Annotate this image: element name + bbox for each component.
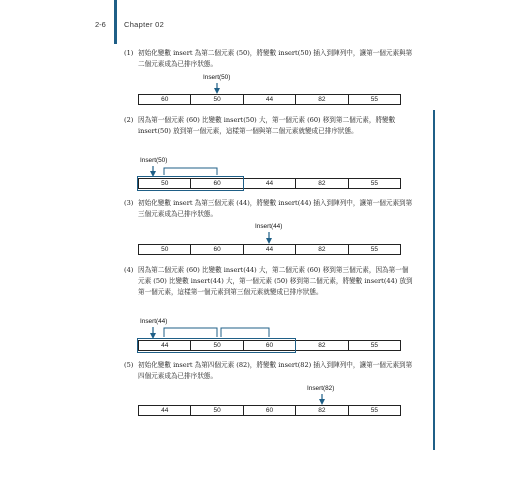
array-cell: 55 <box>348 245 400 254</box>
chapter-accent-bar <box>114 0 117 44</box>
insert-label: Insert(44) <box>255 223 283 230</box>
step-number: (2) <box>124 116 134 124</box>
array-cell: 60 <box>243 341 295 350</box>
array-cell: 82 <box>295 95 347 104</box>
page-header <box>0 0 520 44</box>
page-number: 2-6 <box>95 20 106 29</box>
step-2-text <box>124 115 414 137</box>
step-3-text <box>124 198 414 220</box>
shift-arrow-icon <box>221 328 269 337</box>
insert-label: Insert(44) <box>140 318 168 325</box>
array-step-4 <box>138 340 401 351</box>
array-cell: 55 <box>348 179 400 188</box>
array-cell: 82 <box>295 179 347 188</box>
array-step-5 <box>138 405 401 416</box>
step-description: 因為第二個元素 (60) 比變數 insert(44) 大，第二個元素 (60) 移到第三個元素，因為第一個元素 (50) 比變數 insert(44) 大，第一個元素 (50) 移到第二個元素，將變數 insert(44) 放到第一個元素，這樣第一個元素到第三個元素就變成已排序狀態。 <box>138 266 413 296</box>
array-cell: 60 <box>243 406 295 415</box>
step-description: 初始化變數 insert 為第二個元素 (50)，將變數 insert(50) 插入到陣列中，讓第一個元素與第二個元素成為已排序狀態。 <box>138 49 413 68</box>
array-step-3 <box>138 244 401 255</box>
step-description: 初始化變數 insert 為第四個元素 (82)，將變數 insert(82) 插入到陣列中，讓第一個元素到第四個元素成為已排序狀態。 <box>138 361 413 380</box>
step-description: 初始化變數 insert 為第三個元素 (44)，將變數 insert(44) 插入到陣列中，讓第一個元素到第三個元素成為已排序狀態。 <box>138 199 413 218</box>
shift-arrow-icon <box>164 168 217 175</box>
step-description: 因為第一個元素 (60) 比變數 insert(50) 大，第一個元素 (60) 移到第二個元素，將變數 insert(50) 放到第一個元素，這樣第一個與第二個元素就變成已排序狀態。 <box>138 116 396 135</box>
array-cell: 82 <box>295 341 347 350</box>
chapter-label: Chapter 02 <box>124 20 165 29</box>
insert-label: Insert(82) <box>307 385 335 392</box>
step-1-text <box>124 48 414 70</box>
array-cell: 50 <box>190 406 242 415</box>
array-cell: 44 <box>243 245 295 254</box>
array-step-1 <box>138 94 401 105</box>
array-cell: 44 <box>161 407 169 414</box>
array-cell: 60 <box>161 96 169 103</box>
step-number: (4) <box>124 266 134 274</box>
step-4-text <box>124 265 414 298</box>
insert-label: Insert(50) <box>203 74 231 81</box>
insert-label: Insert(50) <box>140 157 168 164</box>
array-step-2 <box>138 178 401 189</box>
array-cell: 50 <box>190 95 242 104</box>
array-cell: 50 <box>161 180 169 187</box>
right-margin-rule <box>433 110 435 450</box>
array-cell: 44 <box>243 179 295 188</box>
array-cell: 82 <box>295 406 347 415</box>
array-cell: 50 <box>190 341 242 350</box>
array-cell: 60 <box>190 179 242 188</box>
step-5-text <box>124 360 414 382</box>
array-cell: 55 <box>348 341 400 350</box>
array-cell: 50 <box>161 246 169 253</box>
step-number: (5) <box>124 361 134 369</box>
array-cell: 44 <box>243 95 295 104</box>
step-number: (3) <box>124 199 134 207</box>
array-cell: 55 <box>348 406 400 415</box>
step-number: (1) <box>124 49 134 57</box>
array-cell: 60 <box>190 245 242 254</box>
shift-arrow-icon <box>164 328 217 337</box>
array-cell: 55 <box>348 95 400 104</box>
array-cell: 44 <box>161 342 169 349</box>
array-cell: 82 <box>295 245 347 254</box>
